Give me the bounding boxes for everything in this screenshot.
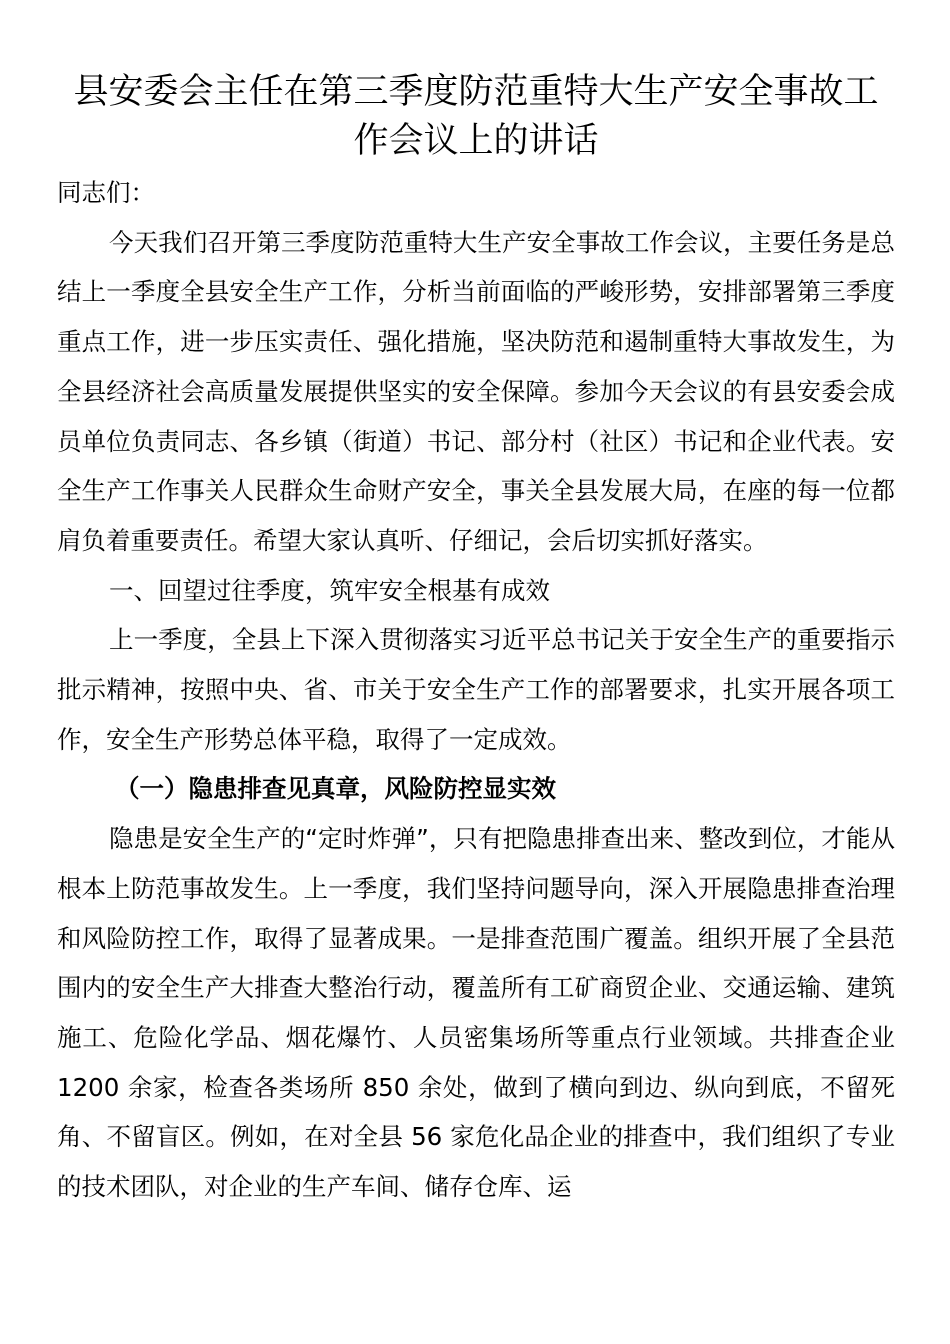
title-line-2: 作会议上的讲话 (353, 121, 599, 161)
section-heading-1: 一、回望过往季度，筑牢安全根基有成效 (109, 575, 550, 605)
paragraph-intro: 今天我们召开第三季度防范重特大生产安全事故工作会议，主要任务是总结上一季度全县安全生产工作，分析当前面临的严峻形势，安排部署第三季度重点工作，进一步压实责任、强化措施，坚决防范和遏制重特大事故发生，为全县经济社会高质量发展提供坚实的安全保障。参加今天会议的有县安委会成员单位负责同志、各乡镇（街道）书记、部分村（社区）书记和企业代表。安全生产工作事关人民群众生命财产安全，事关全县发展大局，在座的每一位都肩负着重要责任。希望大家认真听、仔细记，会后切实抓好落实。 (57, 227, 895, 555)
salutation: 同志们： (57, 178, 155, 207)
paragraph-review: 上一季度，全县上下深入贯彻落实习近平总书记关于安全生产的重要指示批示精神，按照中央、省、市关于安全生产工作的部署要求，扎实开展各项工作，安全生产形势总体平稳，取得了一定成效。 (57, 625, 895, 754)
document-page (57, 68, 895, 1212)
title-line-1: 县安委会主任在第三季度防范重特大生产安全事故工 (73, 72, 879, 112)
document-title (57, 68, 895, 166)
subsection-heading-1: （一）隐患排查见真章，风险防控显实效 (115, 774, 556, 804)
paragraph-hazard-inspection: 隐患是安全生产的“定时炸弹”，只有把隐患排查出来、整改到位，才能从根本上防范事故发生。上一季度，我们坚持问题导向，深入开展隐患排查治理和风险防控工作，取得了显著成果。一是排查范围广覆盖。组织开展了全县范围内的安全生产大排查大整治行动，覆盖所有工矿商贸企业、交通运输、建筑施工、危险化学品、烟花爆竹、人员密集场所等重点行业领域。共排查企业 1200 余家，检查各类场所 850 余处，做到了横向到边、纵向到底，不留死角、不留盲区。例如，在对全县 56 家危化品企业的排查中，我们组织了专业的技术团队，对企业的生产车间、储存仓库、运 (57, 824, 895, 1202)
